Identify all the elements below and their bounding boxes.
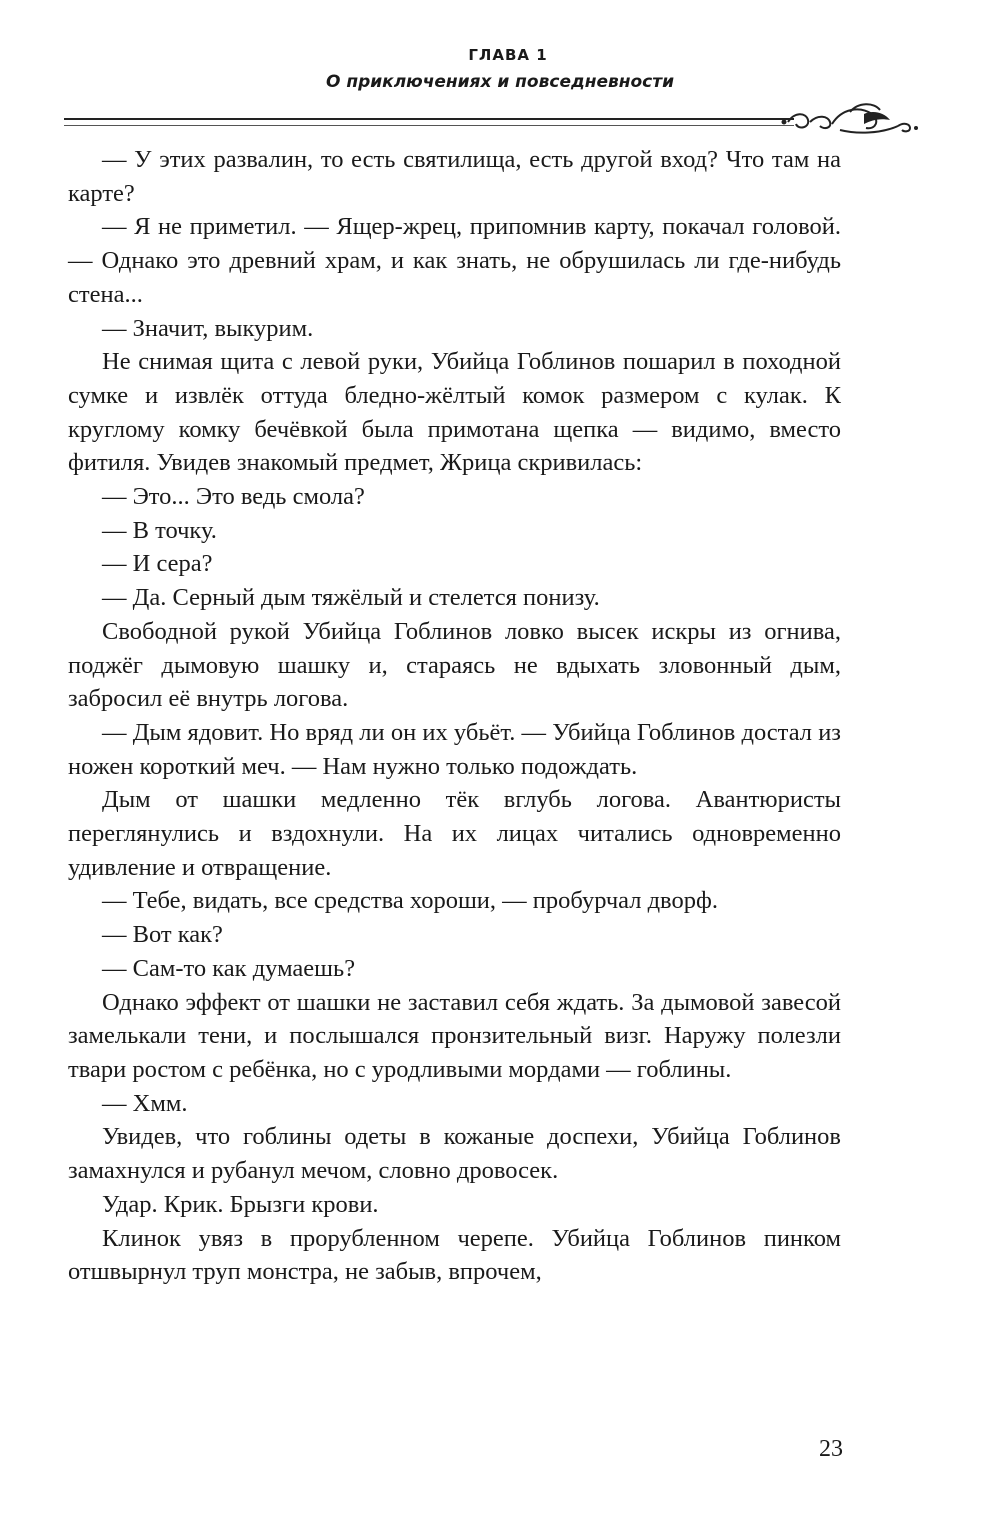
body-text (68, 143, 841, 1289)
paragraph: — Да. Серный дым тяжёлый и стелется понизу. (102, 584, 600, 612)
flourish-ornament-icon (780, 100, 930, 140)
paragraph: Дым от шашки медленно тёк вглубь логова. Авантюристы переглянулись и вздохнули. На их лицах читались одновременно удивление и отвращение. (68, 786, 841, 881)
paragraph: — Сам-то как думаешь? (102, 954, 356, 982)
page-number: 23 (819, 1436, 843, 1462)
paragraph: — Значит, выкурим. (102, 314, 314, 342)
paragraph: — В точку. (102, 516, 217, 544)
paragraph: — Дым ядовит. Но вряд ли он их убьёт. — Убийца Гоблинов достал из ножен короткий меч. — Нам нужно только подождать. (68, 718, 841, 780)
paragraph: — У этих развалин, то есть святилища, есть другой вход? Что там на карте? (68, 146, 841, 207)
paragraph: Не снимая щита с левой руки, Убийца Гоблинов пошарил в походной сумке и извлёк оттуда бледно-жёлтый комок размером с кулак. К круглому комку бечёвкой была примотана щепка — видимо, вместо фитиля. Увидев знакомый предмет, Жрица скривилась: (68, 348, 841, 477)
paragraph: — Я не приметил. — Ящер-жрец, припомнив карту, покачал головой. — Однако это древний храм, и как знать, не обрушилась ли где-нибудь стена... (68, 213, 841, 308)
chapter-label: ГЛАВА 1 (468, 46, 548, 64)
paragraph: — Вот как? (102, 921, 223, 949)
paragraph: Клинок увяз в прорубленном черепе. Убийца Гоблинов пинком отшвырнул труп монстра, не забыв, впрочем, (68, 1224, 841, 1286)
paragraph: — Это... Это ведь смола? (102, 483, 365, 511)
header-rule (64, 118, 794, 126)
paragraph: — И сера? (102, 550, 213, 578)
paragraph: Удар. Крик. Брызги крови. (102, 1190, 379, 1218)
paragraph: Однако эффект от шашки не заставил себя ждать. За дымовой завесой замелькали тени, и послышался пронзительный визг. Наружу полезли твари ростом с ребёнка, но с уродливыми мордами — гоблины. (68, 988, 841, 1083)
paragraph: — Тебе, видать, все средства хороши, — пробурчал дворф. (102, 887, 718, 915)
paragraph: Увидев, что гоблины одеты в кожаные доспехи, Убийца Гоблинов замахнулся и рубанул мечом, словно дровосек. (68, 1123, 841, 1185)
paragraph: Свободной рукой Убийца Гоблинов ловко высек искры из огнива, поджёг дымовую шашку и, стараясь не вдыхать зловонный дым, забросил её внутрь логова. (68, 617, 841, 713)
chapter-title: О приключениях и повседневности (325, 72, 675, 92)
paragraph: — Хмм. (102, 1089, 188, 1117)
